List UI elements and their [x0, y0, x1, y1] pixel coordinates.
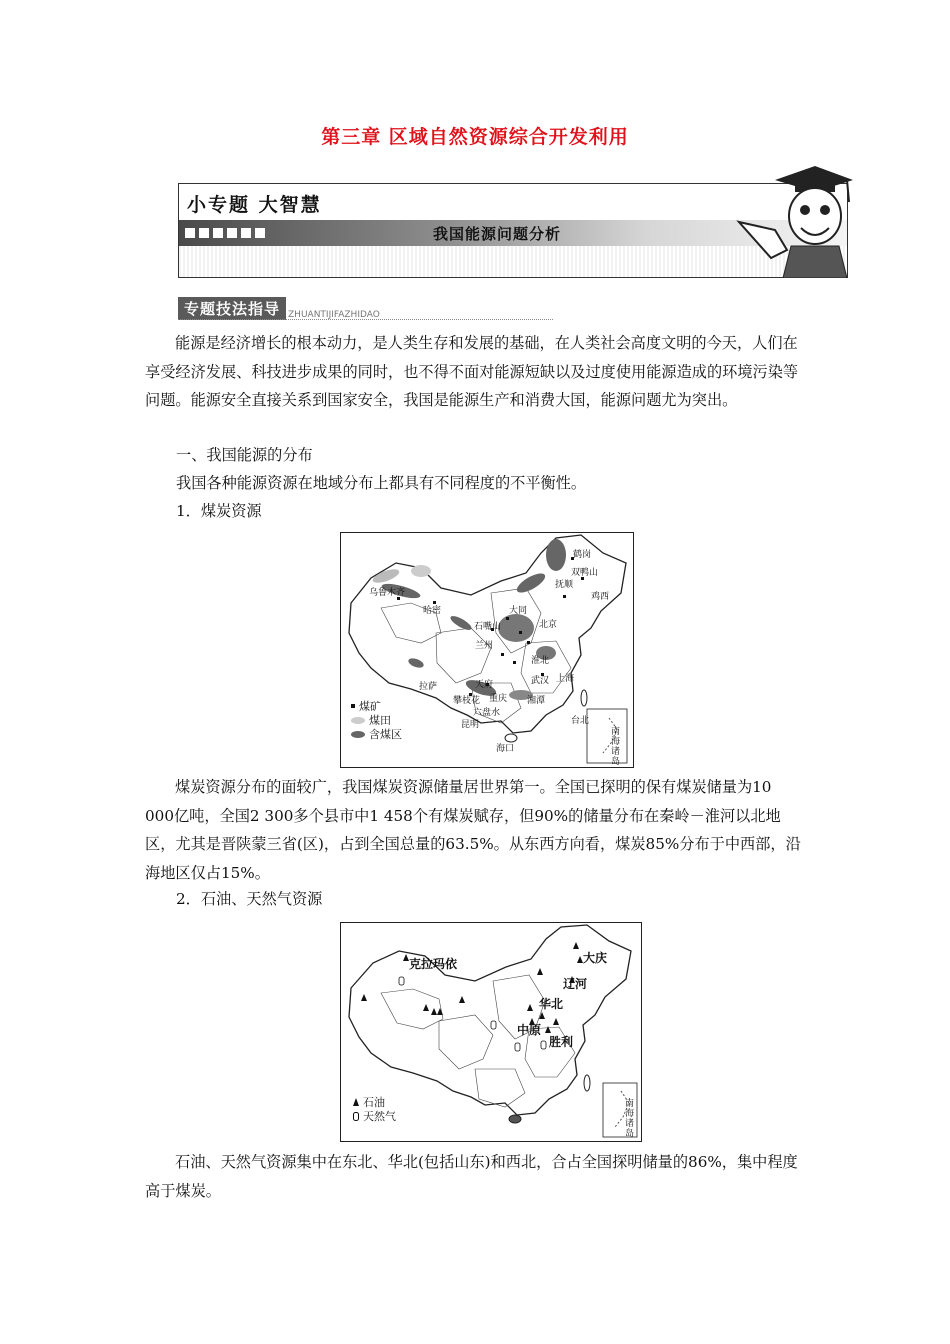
- coal-paragraph: 煤炭资源分布的面较广，我国煤炭资源储量居世界第一。全国已探明的保有煤炭储量为10 000亿吨，全国2 300多个县市中1 458个有煤炭赋存，但90%的储量分布在秦岭－淮河以北地区，尤其是晋陕蒙三省(区)，占到全国总量的63.5%。从东西方向看，煤炭85%分布于中西部，沿海地区仅占15%。: [145, 778, 801, 882]
- label-lhasa: 拉萨: [419, 682, 438, 692]
- label-chongqing: 重庆: [489, 694, 508, 704]
- label-liupanshui: 六盘水: [473, 708, 501, 718]
- label-karamay: 克拉玛依: [409, 957, 458, 971]
- label-shuangyashan: 双鸭山: [571, 568, 599, 578]
- label-hegang: 鹤岗: [573, 550, 592, 560]
- label-south-sea: 南海诸岛: [611, 727, 621, 767]
- label-fushun: 抚顺: [555, 580, 574, 590]
- chapter-title: 第三章 区域自然资源综合开发利用: [321, 126, 629, 148]
- banner-subtitle: 我国能源问题分析: [433, 225, 562, 243]
- label-xiangtan: 湘潭: [527, 696, 546, 706]
- label-shizuishan: 石嘴山: [474, 622, 502, 632]
- label-liaohe: 辽河: [563, 977, 588, 991]
- label-huaibei: 淮北: [531, 656, 550, 666]
- legend-area: 含煤区: [369, 728, 402, 741]
- section-tag: [178, 297, 380, 320]
- label-lanzhou: 兰州: [475, 641, 494, 651]
- legend-mine: 煤矿: [359, 700, 381, 713]
- banner-squares: [185, 228, 265, 238]
- oil-paragraph: 石油、天然气资源集中在东北、华北(包括山东)和西北，合占全国探明储量的86%，集中程度高于煤炭。: [145, 1153, 798, 1200]
- legend-gas: 天然气: [363, 1110, 396, 1123]
- label-datong: 大同: [509, 606, 528, 616]
- oil-gas-resource-map: [340, 922, 642, 1142]
- label-taibei: 台北: [571, 716, 590, 726]
- legend-field: 煤田: [369, 714, 391, 727]
- distribution-sentence: 我国各种能源资源在地域分布上都具有不同程度的不平衡性。: [176, 474, 587, 492]
- label-urumqi: 乌鲁木齐: [369, 588, 406, 598]
- oil-legend-icon: [353, 1098, 359, 1106]
- oil-map-legend: [353, 1095, 396, 1123]
- label-shanghai: 上海: [556, 674, 575, 684]
- label-panzhihua: 攀枝花: [453, 696, 481, 706]
- gas-legend-icon: [353, 1112, 359, 1121]
- section-tag-label: 专题技法指导: [178, 297, 286, 320]
- scholar-mascot-icon: [735, 158, 855, 278]
- item-oil-gas: 2．石油、天然气资源: [176, 890, 323, 908]
- legend-oil: 石油: [363, 1096, 385, 1109]
- label-tianfu: 天府: [475, 680, 494, 690]
- section-divider: [178, 319, 553, 320]
- coal-resource-map: [340, 532, 634, 768]
- section-tag-pinyin: ZHUANTIJIFAZHIDAO: [288, 310, 380, 320]
- label-haikou: 海口: [496, 744, 515, 754]
- label-beijing: 北京: [539, 620, 558, 630]
- intro-paragraph: 能源是经济增长的根本动力，是人类生存和发展的基础，在人类社会高度文明的今天，人们在享受经济发展、科技进步成果的同时，也不得不面对能源短缺以及过度使用能源造成的环境污染等问题。能源安全直接关系到国家安全，我国是能源生产和消费大国，能源问题尤为突出。: [145, 334, 799, 409]
- heading-energy-distribution: 一、我国能源的分布: [176, 446, 313, 464]
- label-kunming: 昆明: [461, 720, 480, 730]
- label-zhongyuan: 中原: [517, 1023, 542, 1037]
- label-daqing: 大庆: [583, 951, 608, 965]
- label-hami: 哈密: [423, 606, 442, 616]
- label-huabei: 华北: [539, 997, 564, 1011]
- coal-map-legend: [351, 699, 402, 741]
- item-coal: 1．煤炭资源: [176, 502, 262, 520]
- label-wuhan: 武汉: [531, 676, 550, 686]
- label-south-sea-oil: 南海诸岛: [625, 1099, 635, 1139]
- label-jixi: 鸡西: [591, 592, 610, 602]
- label-shengli: 胜利: [549, 1035, 574, 1049]
- banner-heading: 小专题 大智慧: [187, 194, 322, 216]
